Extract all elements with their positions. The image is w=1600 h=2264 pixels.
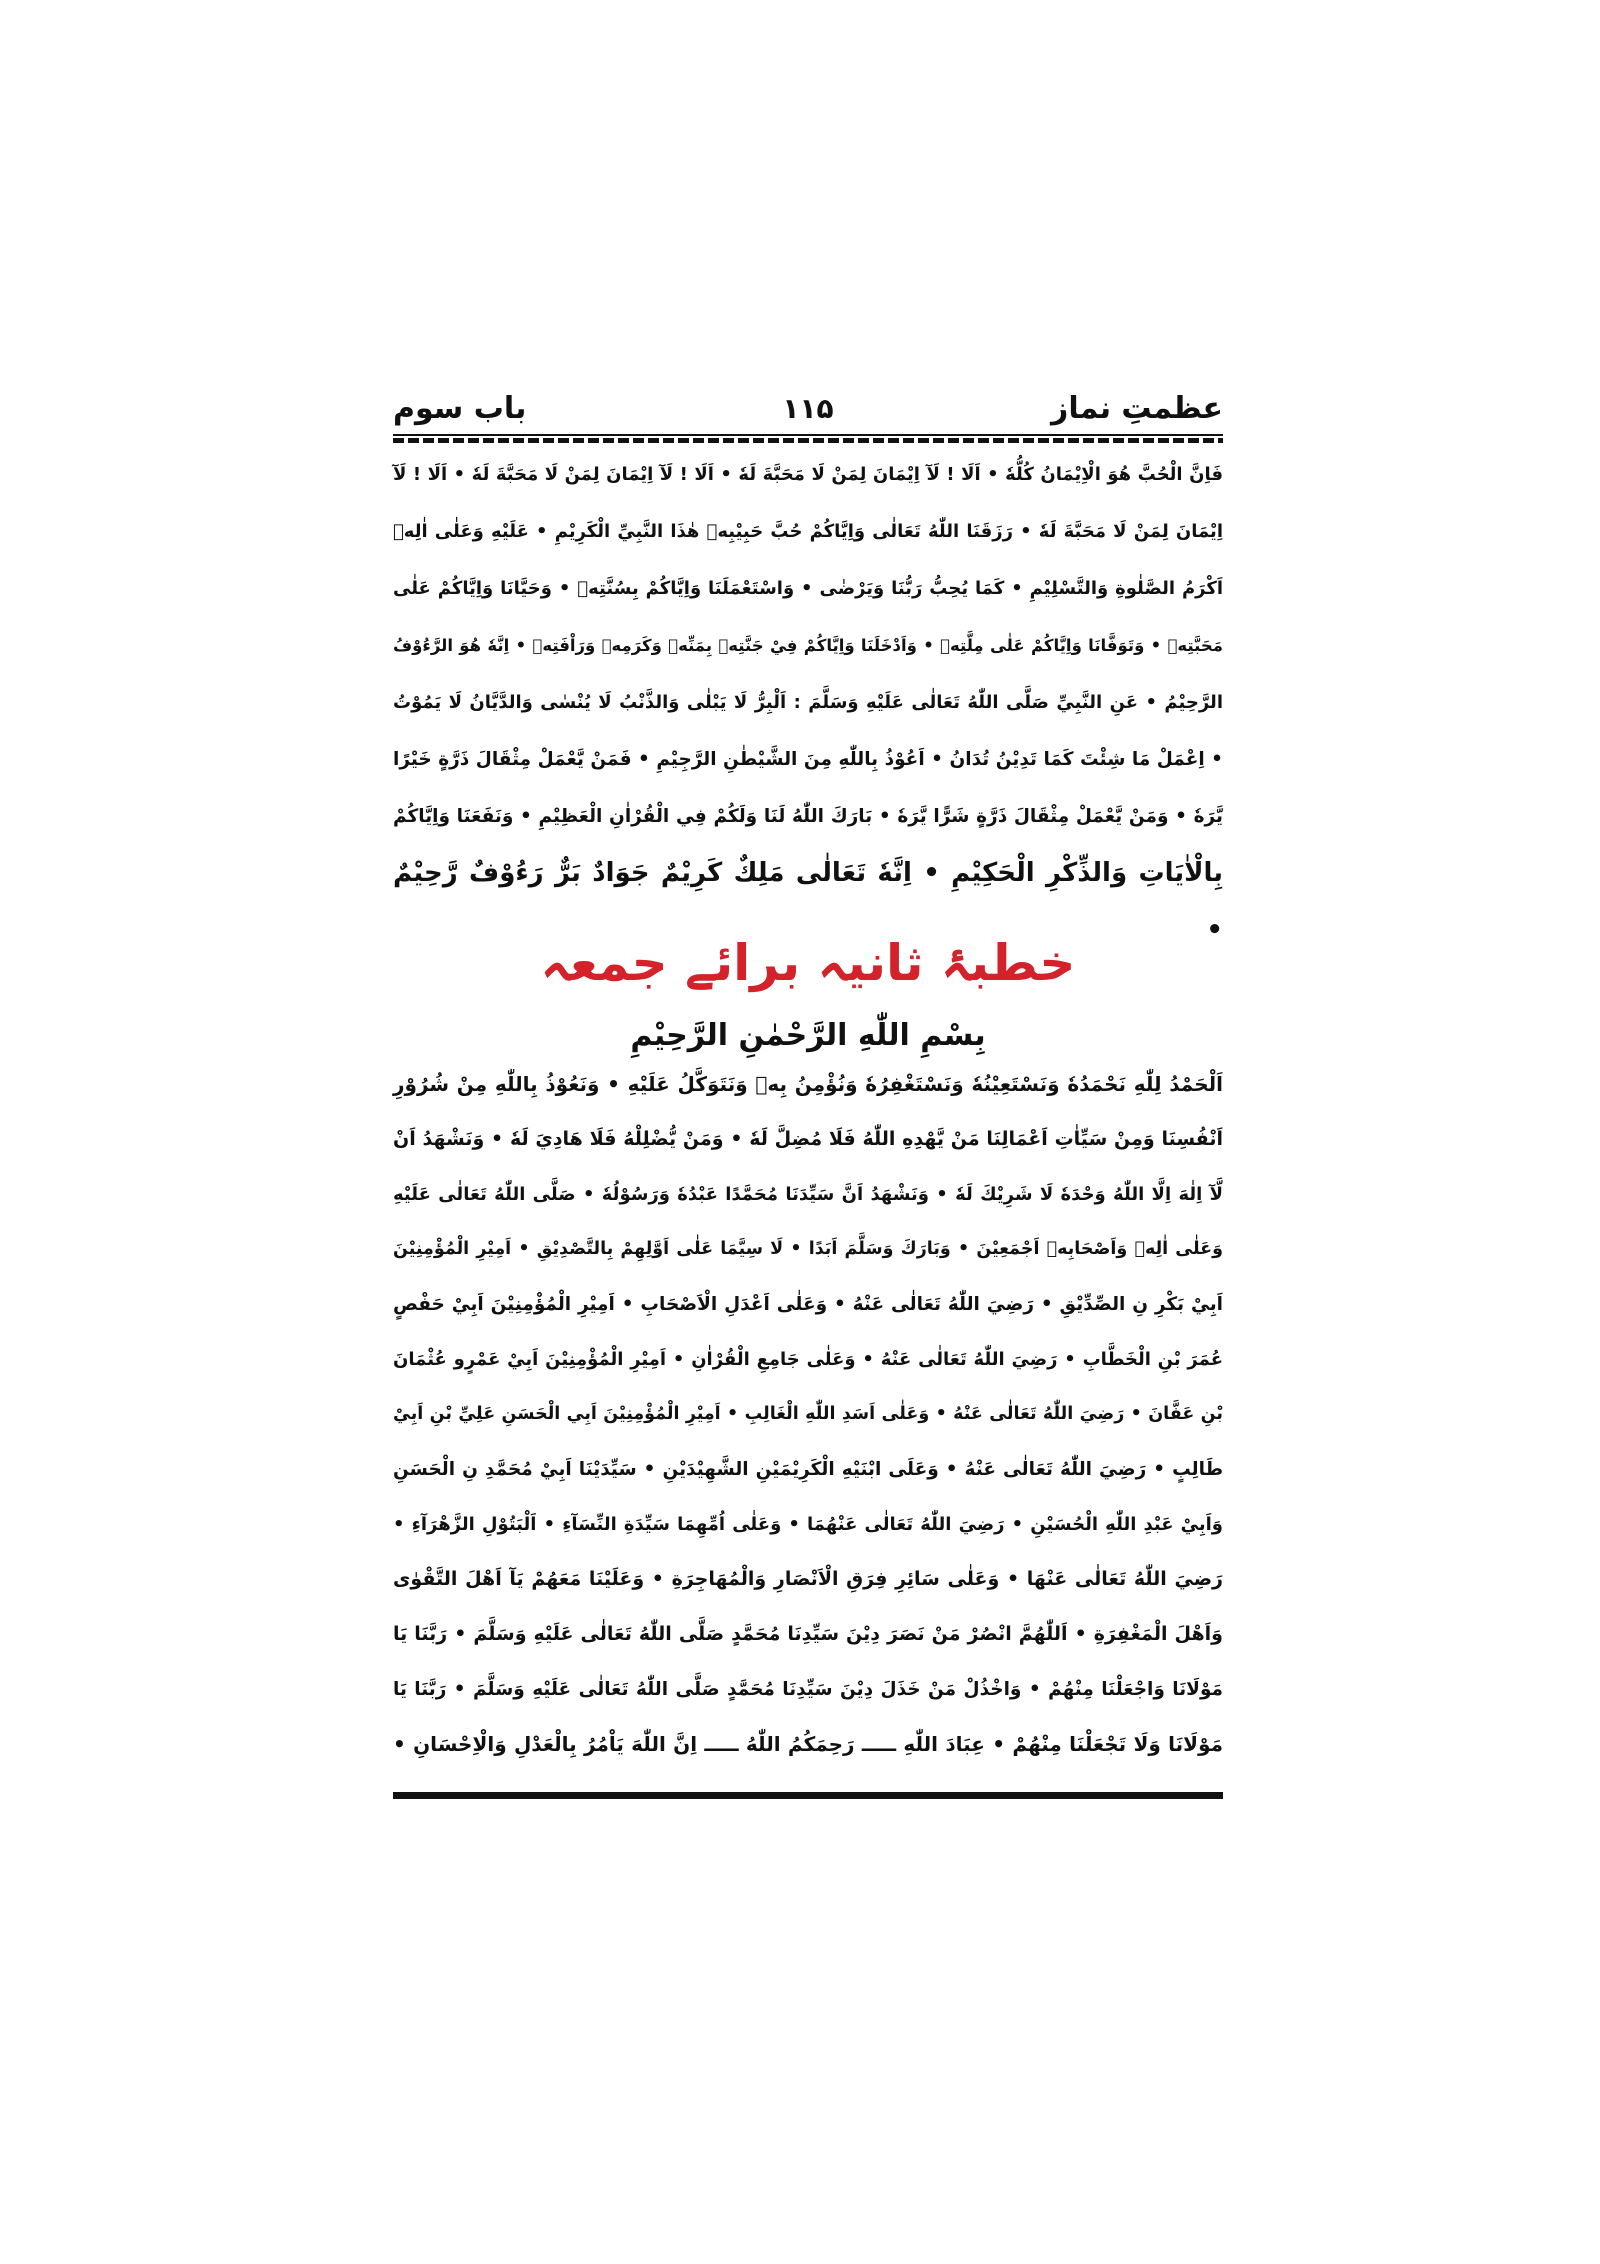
header-divider-dashed-line: [393, 438, 1223, 443]
text-line: لَّآ اِلٰهَ اِلَّا اللّٰهُ وَحْدَهٗ لَا شَرِيْكَ لَهٗ • وَنَشْهَدُ اَنَّ سَيِّدَنَا مُحَمَّدًا عَبْدُهٗ وَرَسُوْلُهٗ • صَلَّى اللّٰهُ تَعَالٰى عَلَيْهِ: [393, 1184, 1223, 1205]
book-title: عظمتِ نماز: [1051, 391, 1223, 426]
text-line: اَكْرَمُ الصَّلٰوةِ وَالتَّسْلِيْمِ • كَمَا يُحِبُّ رَبُّنَا وَيَرْضٰى • وَاسْتَعْمَلَنَا وَاِيَّاكُمْ بِسُنَّتِهٖ • وَحَيَّانَا وَاِيَّاكُمْ عَلٰى: [393, 578, 1223, 599]
header-divider: [393, 434, 1223, 443]
page-header: [393, 386, 1223, 432]
footer-divider: [393, 1792, 1223, 1799]
page-number: ۱۱۵: [782, 392, 834, 425]
text-line: يَّرَهٗ • وَمَنْ يَّعْمَلْ مِثْقَالَ ذَرَّةٍ شَرًّا يَّرَهٗ • بَارَكَ اللّٰهُ لَنَا وَلَكُمْ فِي الْقُرْاٰنِ الْعَظِيْمِ • وَنَفَعَنَا وَاِيَّاكُمْ: [393, 806, 1223, 827]
text-line: عُمَرَ بْنِ الْخَطَّابِ • رَضِيَ اللّٰهُ تَعَالٰى عَنْهُ • وَعَلٰى جَامِعِ الْقُرْاٰنِ • اَمِيْرِ الْمُؤْمِنِيْنَ اَبِيْ عَمْرٍو عُثْمَانَ: [393, 1349, 1223, 1370]
bismillah-heading: بِسْمِ اللّٰهِ الرَّحْمٰنِ الرَّحِيْمِ: [630, 1018, 986, 1053]
text-line: اَلْحَمْدُ لِلّٰهِ نَحْمَدُهٗ وَنَسْتَعِيْنُهٗ وَنَسْتَغْفِرُهٗ وَنُؤْمِنُ بِهٖ وَنَتَوَكَّلُ عَلَيْهِ • وَنَعُوْذُ بِاللّٰهِ مِنْ شُرُوْرِ: [393, 1072, 1223, 1096]
second-sermon-text: [393, 1057, 1223, 1772]
text-line: وَاَبِيْ عَبْدِ اللّٰهِ الْحُسَيْنِ • رَضِيَ اللّٰهُ تَعَالٰى عَنْهُمَا • وَعَلٰى اُمِّهِمَا سَيِّدَةِ النِّسَآءِ • اَلْبَتُوْلِ الزَّهْرَآءِ •: [393, 1514, 1223, 1535]
text-line: مَحَبَّتِهٖ • وَتَوَفَّانَا وَاِيَّاكُمْ عَلٰى مِلَّتِهٖ • وَاَدْخَلَنَا وَاِيَّاكُمْ فِيْ جَنَّتِهٖ بِمَنِّهٖ وَكَرَمِهٖ وَرَاْفَتِهٖ • اِنَّهٗ هُوَ الرَّءُوْفُ: [393, 636, 1223, 655]
text-line: مَوْلَانَا وَلَا تَجْعَلْنَا مِنْهُمْ • عِبَادَ اللّٰهِ ـــــ رَحِمَكُمُ اللّٰهُ ـــــ اِنَّ اللّٰهَ يَاْمُرُ بِالْعَدْلِ وَالْاِحْسَانِ •: [393, 1732, 1223, 1756]
chapter-label: باب سوم: [393, 391, 527, 426]
text-line: بِالْاٰيَاتِ وَالذِّكْرِ الْحَكِيْمِ • اِنَّهٗ تَعَالٰى مَلِكٌ كَرِيْمٌ جَوَادٌ بَرٌّ رَءُوْفٌ رَّحِيْمٌ •: [393, 858, 1223, 945]
text-line: بْنِ عَفَّانَ • رَضِيَ اللّٰهُ تَعَالٰى عَنْهُ • وَعَلٰى اَسَدِ اللّٰهِ الْغَالِبِ • اَمِيْرِ الْمُؤْمِنِيْنَ اَبِي الْحَسَنِ عَلِيِّ بْنِ اَبِيْ: [393, 1404, 1223, 1424]
text-line: اِيْمَانَ لِمَنْ لَا مَحَبَّةَ لَهٗ • رَزَقَنَا اللّٰهُ تَعَالٰى وَاِيَّاكُمْ حُبَّ حَبِيْبِهٖ هٰذَا النَّبِيِّ الْكَرِيْمِ • عَلَيْهِ وَعَلٰى اٰلِهٖ: [393, 521, 1223, 542]
text-line: طَالِبٍ • رَضِيَ اللّٰهُ تَعَالٰى عَنْهُ • وَعَلَى ابْنَيْهِ الْكَرِيْمَيْنِ الشَّهِيْدَيْنِ • سَيِّدَيْنَا اَبِيْ مُحَمَّدِ نِ الْحَسَنِ: [393, 1459, 1223, 1480]
sermon-continuation-text: [393, 446, 1223, 945]
text-line: رَضِيَ اللّٰهُ تَعَالٰى عَنْهَا • وَعَلٰى سَائِرِ فِرَقِ الْاَنْصَارِ وَالْمُهَاجِرَةِ • وَعَلَيْنَا مَعَهُمْ يَآ اَهْلَ التَّقْوٰى: [393, 1568, 1223, 1590]
text-line: اَنْفُسِنَا وَمِنْ سَيِّاٰتِ اَعْمَالِنَا مَنْ يَّهْدِهِ اللّٰهُ فَلَا مُضِلَّ لَهٗ • وَمَنْ يُّضْلِلْهُ فَلَا هَادِيَ لَهٗ • وَنَشْهَدُ اَنْ: [393, 1128, 1223, 1150]
text-line: فَاِنَّ الْحُبَّ هُوَ الْاِيْمَانُ كُلُّهٗ • اَلَا ! لَآ اِيْمَانَ لِمَنْ لَا مَحَبَّةَ لَهٗ • اَلَا ! لَآ اِيْمَانَ لِمَنْ لَا مَحَبَّةَ لَهٗ • اَلَا ! لَآ: [393, 464, 1223, 485]
text-line: وَعَلٰى اٰلِهٖ وَاَصْحَابِهٖ اَجْمَعِيْنَ • وَبَارَكَ وَسَلَّمَ اَبَدًا • لَا سِيَّمَا عَلٰى اَوَّلِهِمْ بِالتَّصْدِيْقِ • اَمِيْرِ الْمُؤْمِنِيْنَ: [393, 1239, 1223, 1259]
text-line: • اِعْمَلْ مَا شِئْتَ كَمَا تَدِيْنُ تُدَانُ • اَعُوْذُ بِاللّٰهِ مِنَ الشَّيْطٰنِ الرَّجِيْمِ • فَمَنْ يَّعْمَلْ مِثْقَالَ ذَرَّةٍ خَيْرًا: [393, 749, 1223, 770]
text-line: مَوْلَانَا وَاجْعَلْنَا مِنْهُمْ • وَاخْذُلْ مَنْ خَذَلَ دِيْنَ سَيِّدِنَا مُحَمَّدٍ صَلَّى اللّٰهُ تَعَالٰى عَلَيْهِ وَسَلَّمَ • رَبَّنَا يَا: [393, 1679, 1223, 1700]
header-divider-thin-line: [393, 434, 1223, 436]
section-title: خطبۂ ثانیہ برائے جمعہ: [540, 934, 1076, 992]
text-line: الرَّحِيْمُ • عَنِ النَّبِيِّ صَلَّى اللّٰهُ تَعَالٰى عَلَيْهِ وَسَلَّمَ : اَلْبِرُّ لَا يَبْلٰى وَالذَّنْبُ لَا يُنْسٰى وَالدَّيَّانُ لَا يَمُوْتُ: [393, 692, 1223, 713]
text-line: اَبِيْ بَكْرِ نِ الصِّدِّيْقِ • رَضِيَ اللّٰهُ تَعَالٰى عَنْهُ • وَعَلٰى اَعْدَلِ الْاَصْحَابِ • اَمِيْرِ الْمُؤْمِنِيْنَ اَبِيْ حَفْصٍ: [393, 1294, 1223, 1315]
text-line: وَاَهْلَ الْمَغْفِرَةِ • اَللّٰهُمَّ انْصُرْ مَنْ نَصَرَ دِيْنَ سَيِّدِنَا مُحَمَّدٍ صَلَّى اللّٰهُ تَعَالٰى عَلَيْهِ وَسَلَّمَ • رَبَّنَا يَا: [393, 1623, 1223, 1645]
